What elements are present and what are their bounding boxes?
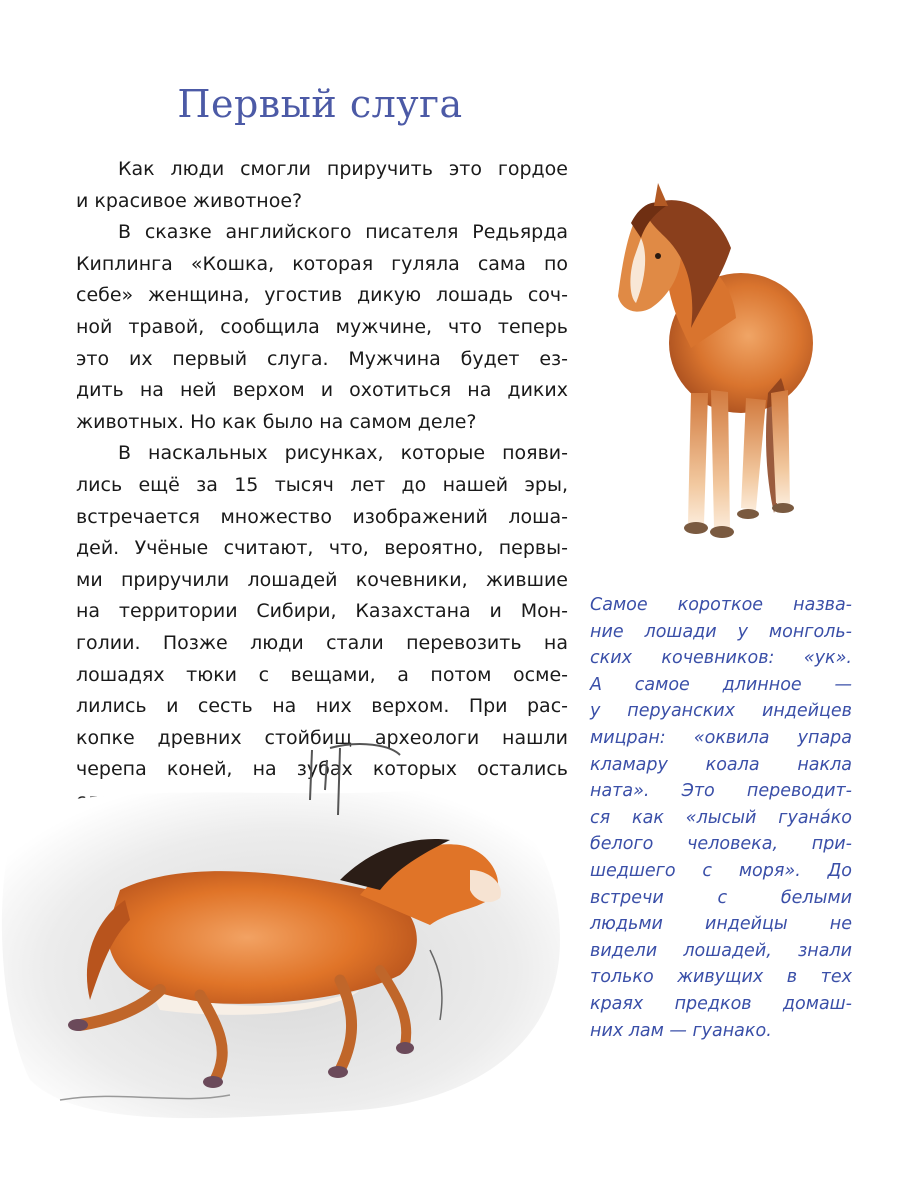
body-line: встречается множество изображений лоша- — [76, 505, 568, 528]
body-line: животных. Но как было на самом деле? — [76, 410, 477, 433]
body-line: В наскальных рисунках, которые появи- — [118, 442, 568, 465]
sidebar-line: ся как «лысый гуана́ко — [590, 807, 852, 828]
body-line: лошадях тюки с вещами, а потом осме- — [76, 663, 568, 686]
body-line: себе» женщина, угостив дикую лошадь соч- — [76, 284, 568, 307]
body-line: копке древних стойбищ археологи нашли — [76, 726, 568, 749]
body-line: лились и сесть на них верхом. При рас- — [76, 695, 568, 718]
sidebar-line: только живущих в тех — [590, 967, 852, 988]
body-line: дей. Учёные считают, что, вероятно, первы- — [76, 537, 568, 560]
sidebar-line: А самое длинное — — [590, 674, 852, 695]
sidebar-fact-box — [590, 592, 852, 1044]
body-line: дить на ней верхом и охотиться на диких — [76, 379, 568, 402]
body-line: Киплинга «Кошка, которая гуляла сама по — [76, 252, 568, 275]
body-line: лись ещё за 15 тысяч лет до нашей эры, — [76, 473, 568, 496]
body-line: ми приручили лошадей кочевники, жившие — [76, 568, 568, 591]
body-line: В сказке английского писателя Редьярда — [118, 221, 568, 244]
body-line: ной травой, сообщила мужчине, что теперь — [76, 315, 568, 338]
cave-horse-illustration — [0, 720, 590, 1160]
sidebar-line: белого человека, при- — [590, 834, 852, 855]
page-title: Первый слуга — [177, 82, 463, 126]
sidebar-line: них лам — гуанако. — [590, 1020, 772, 1041]
sidebar-line: Самое короткое назва- — [590, 595, 852, 615]
body-line: голии. Позже люди стали перевозить на — [76, 631, 568, 654]
sidebar-line: ние лошади у монголь- — [590, 621, 852, 642]
sidebar-line: краях предков домаш- — [590, 993, 852, 1014]
sidebar-line: мицран: «оквила упара — [590, 727, 852, 748]
sidebar-line: встречи с белыми — [590, 887, 852, 908]
body-line: черепа коней, на зубах которых остались — [76, 758, 568, 781]
body-line: на территории Сибири, Казахстана и Мон- — [76, 600, 568, 623]
sidebar-line: видели лошадей, знали — [590, 940, 852, 961]
sidebar-line: ната». Это переводит- — [590, 781, 852, 802]
body-line: Как люди смогли приручить это гордое — [118, 158, 568, 180]
body-line: и красивое животное? — [76, 189, 303, 212]
body-line: это их первый слуга. Мужчина будет ез- — [76, 347, 568, 370]
standing-horse-illustration — [596, 178, 846, 558]
sidebar-line: кламару коала накла — [590, 754, 852, 775]
sidebar-line: шедшего с моря». До — [590, 860, 852, 881]
sidebar-line: ских кочевников: «ук». — [590, 648, 852, 669]
sidebar-line: людьми индейцы не — [590, 914, 852, 935]
main-article-text — [76, 154, 568, 817]
sidebar-line: у перуанских индейцев — [590, 701, 852, 722]
